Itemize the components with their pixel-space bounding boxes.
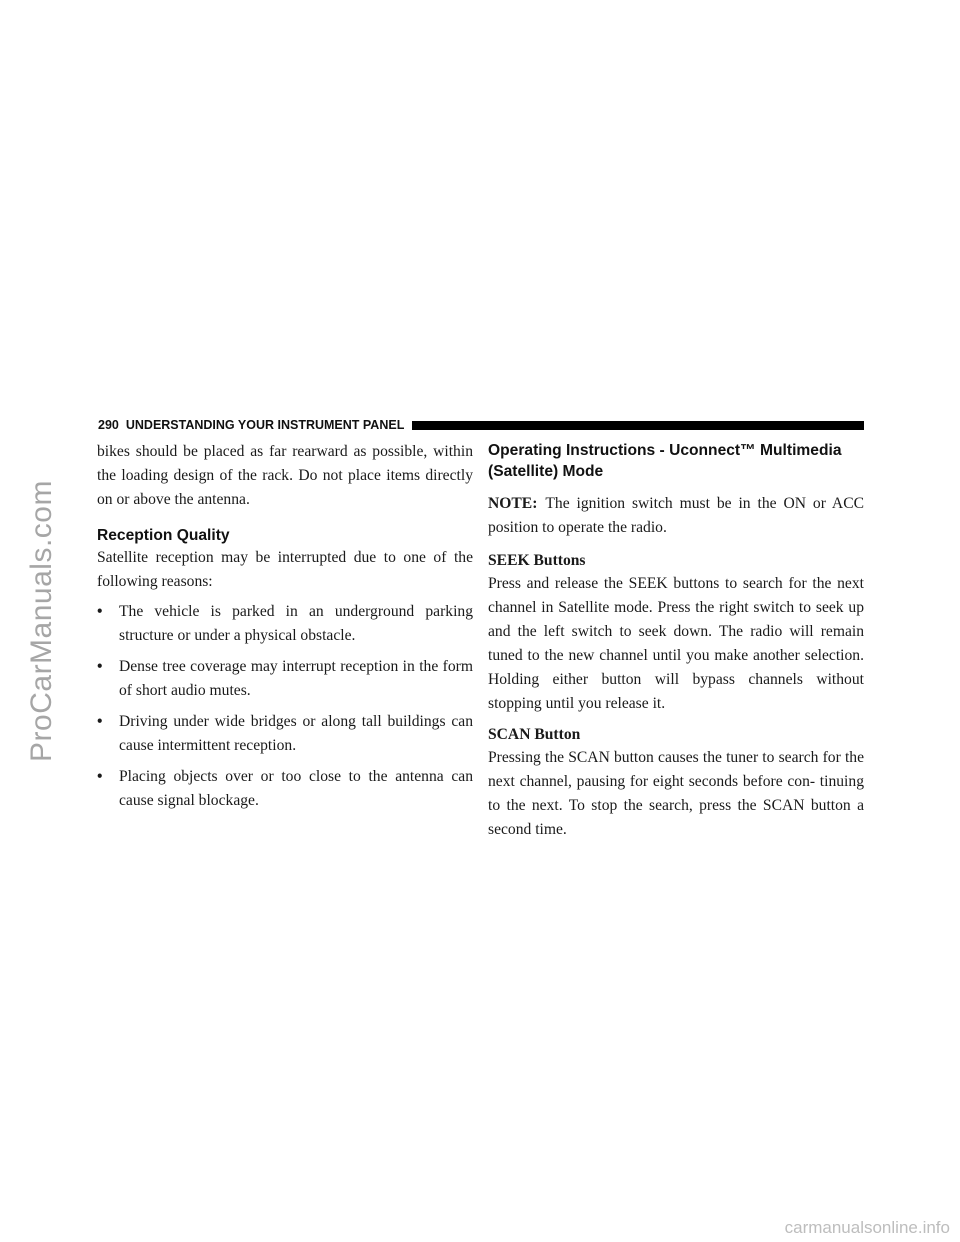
reception-paragraph: Satellite reception may be interrupted due to one of the following reasons: xyxy=(97,549,473,590)
bullet-icon: • xyxy=(97,603,103,620)
bullet-icon: • xyxy=(97,768,103,785)
list-item: • Driving under wide bridges or along tall buildings can cause intermittent reception. xyxy=(97,710,473,758)
list-item: • The vehicle is parked in an underground parking structure or under a physical obstacle. xyxy=(97,600,473,648)
right-column xyxy=(488,440,864,842)
watermark-side xyxy=(22,0,62,1242)
note-paragraph xyxy=(488,492,864,540)
reception-bullet-list xyxy=(97,600,473,813)
header-label xyxy=(98,418,404,432)
watermark-side-text: ProCarManuals.com xyxy=(25,480,58,762)
page-number: 290 xyxy=(98,418,119,432)
page-header xyxy=(98,416,864,434)
intro-paragraph: bikes should be placed as far rearward as possible, within the loading design of the rack. Do not place items directly on or above the antenna. xyxy=(97,443,473,508)
reception-heading: Reception Quality xyxy=(97,527,230,544)
scan-paragraph: Pressing the SCAN button causes the tuner to search for the next channel, pausing for eight seconds before con- tinuing to the next. To stop the search, press the SCAN button a second time. xyxy=(488,749,864,838)
header-rule xyxy=(412,421,864,430)
bullet-icon: • xyxy=(97,658,103,675)
operating-heading: Operating Instructions - Uconnect™ Multimedia (Satellite) Mode xyxy=(488,442,842,480)
seek-paragraph: Press and release the SEEK buttons to search for the next channel in Satellite mode. Press the right switch to seek up and the left switch to seek down. The radio will remain tuned to the new channel until you make another selection. Holding either button will bypass channels without stopping until you release it. xyxy=(488,575,864,712)
bullet-icon: • xyxy=(97,713,103,730)
seek-heading: SEEK Buttons xyxy=(488,552,586,569)
scan-heading: SCAN Button xyxy=(488,726,581,743)
list-item: • Dense tree coverage may interrupt reception in the form of short audio mutes. xyxy=(97,655,473,703)
note-text: The ignition switch must be in the ON or ACC position to operate the radio. xyxy=(488,495,864,536)
watermark-bottom: carmanualsonline.info xyxy=(784,1218,950,1237)
section-title: UNDERSTANDING YOUR INSTRUMENT PANEL xyxy=(125,418,405,432)
note-label: NOTE: xyxy=(488,495,538,512)
left-column xyxy=(97,440,473,820)
list-item: • Placing objects over or too close to the antenna can cause signal blockage. xyxy=(97,765,473,813)
